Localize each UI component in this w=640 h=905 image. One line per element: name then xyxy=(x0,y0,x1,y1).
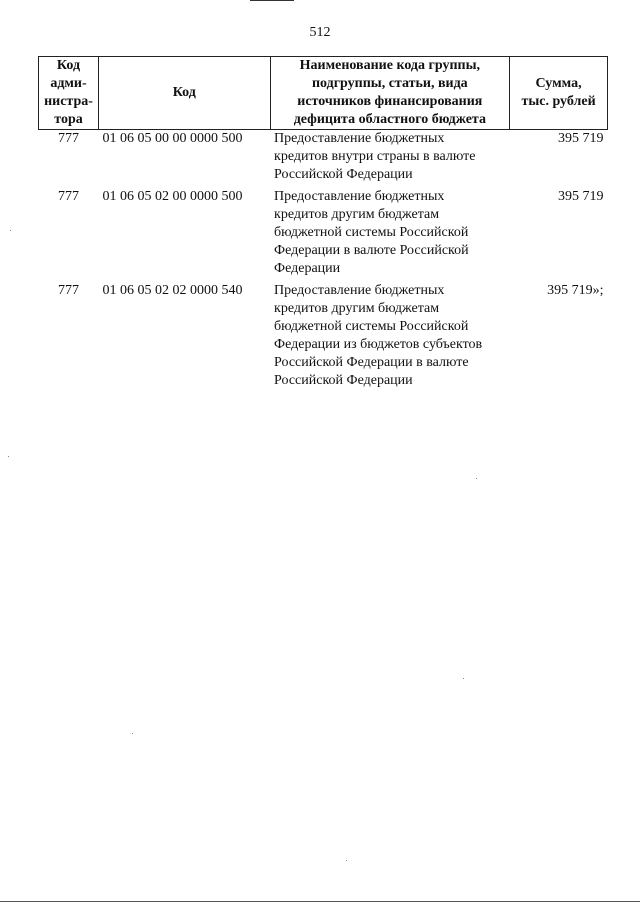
cell-code: 01 06 05 02 02 0000 540 xyxy=(102,283,243,298)
cell-name: Предоставление бюджетных кредитов внутри страны в валюте Российской Федерации xyxy=(274,131,476,182)
bottom-scan-line xyxy=(0,901,640,902)
cell-amount: 395 719»; xyxy=(547,283,604,298)
cell-code: 01 06 05 00 00 0000 500 xyxy=(102,131,243,146)
cell-code: 01 06 05 02 00 0000 500 xyxy=(102,189,243,204)
top-scan-line xyxy=(250,0,294,1)
scan-speck xyxy=(8,456,9,457)
scan-speck xyxy=(132,733,133,734)
table-body xyxy=(39,130,608,395)
header-code: Код xyxy=(98,57,270,130)
table-row xyxy=(39,188,608,282)
page-number: 512 xyxy=(309,25,331,40)
cell-admin-code: 777 xyxy=(57,131,79,146)
table-header xyxy=(39,57,608,130)
table-row xyxy=(39,130,608,189)
scan-speck xyxy=(476,478,477,479)
header-admin-code: Код адми- нистра- тора xyxy=(39,57,99,130)
cell-amount: 395 719 xyxy=(558,131,604,146)
table-row xyxy=(39,282,608,394)
budget-sources-table xyxy=(38,56,608,394)
cell-name: Предоставление бюджетных кредитов другим бюджетам бюджетной системы Российской Федерации из бюджетов субъектов Российской Федерации в валюте Российской Федерации xyxy=(274,283,483,388)
cell-name: Предоставление бюджетных кредитов другим бюджетам бюджетной системы Российской Федерации в валюте Российской Федерации xyxy=(274,189,469,276)
scan-speck xyxy=(463,678,464,679)
table-header-row xyxy=(39,57,608,130)
header-name: Наименование кода группы, подгруппы, статьи, вида источников финансирования дефицита областного бюджета xyxy=(270,57,510,130)
scan-speck xyxy=(10,230,11,231)
cell-admin-code: 777 xyxy=(57,283,79,298)
cell-amount: 395 719 xyxy=(558,189,604,204)
cell-admin-code: 777 xyxy=(57,189,79,204)
header-amount: Сумма, тыс. рублей xyxy=(510,57,608,130)
scan-speck xyxy=(346,860,347,861)
